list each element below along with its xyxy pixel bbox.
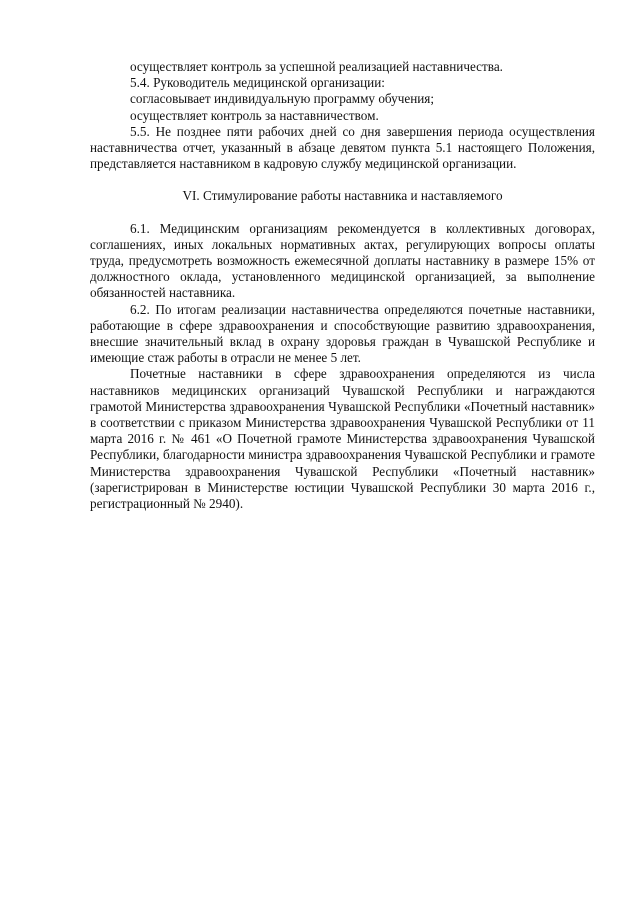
- paragraph-6-1: 6.1. Медицинским организациям рекомендуется в коллективных договорах, соглашениях, иных локальных нормативных актах, регулирующих вопросы оплаты труда, предусмотреть возможность ежемесячной доплаты наставнику в размере 15% от должностного оклада, установленного медицинской организацией, за выполнение обязанностей наставника.: [90, 220, 595, 301]
- paragraph-5-5: 5.5. Не позднее пяти рабочих дней со дня завершения периода осуществления наставничества отчет, указанный в абзаце девятом пункта 5.1 настоящего Положения, представляется наставником в кадровую службу медицинской организации.: [90, 123, 595, 172]
- paragraph-5-4: 5.4. Руководитель медицинской организации:: [130, 75, 385, 91]
- paragraph-6-2: 6.2. По итогам реализации наставничества определяются почетные наставники, работающие в сфере здравоохранения и способствующие развитию здравоохранения, внесшие значительный вклад в охрану здоровья граждан в Чувашской Республике и имеющие стаж работы в отрасли не менее 5 лет.: [90, 301, 595, 366]
- document-page: [90, 59, 595, 512]
- paragraph-5-4-item-2: осуществляет контроль за наставничеством.: [130, 107, 379, 123]
- paragraph-5-4-item-1: согласовывает индивидуальную программу обучения;: [130, 91, 435, 107]
- section-6-heading: VI. Стимулирование работы наставника и наставляемого: [182, 188, 503, 204]
- paragraph-5-3-tail: осуществляет контроль за успешной реализацией наставничества.: [130, 59, 503, 74]
- paragraph-6-2-honorary: Почетные наставники в сфере здравоохранения определяются из числа наставников медицинских организаций Чувашской Республики и награждаются грамотой Министерства здравоохранения Чувашской Республики «Почетный наставник» в соответствии с приказом Министерства здравоохранения Чувашской Республики от 11 марта 2016 г. № 461 «О Почетной грамоте Министерства здравоохранения Чувашской Республики, благодарности министра здравоохранения Чувашской Республики и грамоте Министерства здравоохранения Чувашской Республики «Почетный наставник» (зарегистрирован в Министерстве юстиции Чувашской Республики 30 марта 2016 г., регистрационный № 2940).: [90, 366, 595, 512]
